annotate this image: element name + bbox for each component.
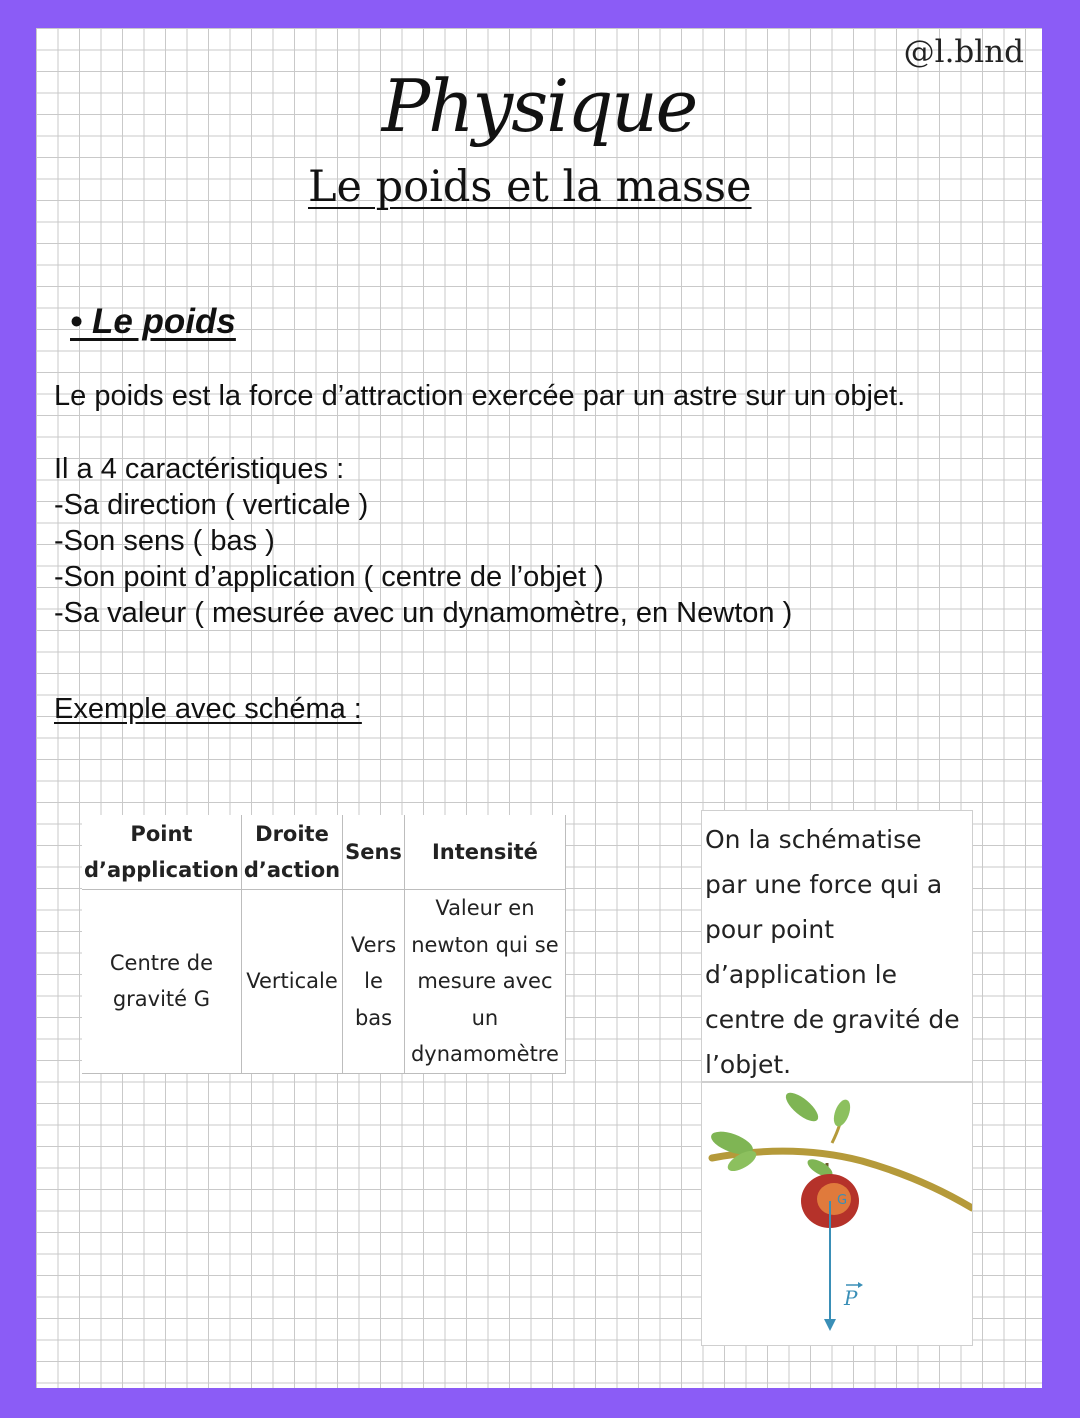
table-header: Intensité — [404, 815, 565, 890]
author-handle: @l.blnd — [903, 34, 1024, 70]
table-header-row — [82, 815, 565, 890]
apple-force-diagram — [701, 1082, 973, 1346]
characteristic-item: -Son sens ( bas ) — [54, 525, 275, 557]
page-title: Physique — [381, 64, 697, 148]
table-cell: Vers le bas — [343, 890, 405, 1074]
table-cell: Verticale — [241, 890, 342, 1074]
definition-text: Le poids est la force d’attraction exercée par un astre sur un objet. — [54, 380, 906, 412]
characteristic-item: -Sa direction ( verticale ) — [54, 489, 369, 521]
page-subtitle: Le poids et la masse — [308, 162, 752, 212]
leaf-icon — [782, 1088, 823, 1126]
grid-paper-page — [36, 28, 1042, 1388]
table-cell: Centre de gravité G — [82, 890, 241, 1074]
characteristic-item: -Son point d’application ( centre de l’objet ) — [54, 561, 604, 593]
vector-symbol-arrowhead — [858, 1282, 863, 1288]
characteristic-item: -Sa valeur ( mesurée avec un dynamomètre, en Newton ) — [54, 597, 793, 629]
table-header: Point d’application — [82, 815, 241, 890]
leaf-icon — [831, 1097, 854, 1128]
vector-p-label: P — [844, 1286, 858, 1310]
characteristics-intro: Il a 4 caractéristiques : — [54, 453, 345, 485]
table-row — [82, 890, 565, 1074]
table-header: Sens — [343, 815, 405, 890]
point-g-label: G — [837, 1193, 848, 1208]
characteristics-list — [54, 451, 792, 631]
section-heading: • Le poids — [70, 302, 236, 341]
force-characteristics-table — [82, 815, 566, 1074]
table-header: Droite d’action — [241, 815, 342, 890]
weight-vector-arrowhead — [824, 1319, 836, 1331]
table-cell: Valeur en newton qui se mesure avec un dynamomètre — [404, 890, 565, 1074]
example-label: Exemple avec schéma : — [54, 693, 362, 725]
explanation-note: On la schématise par une force qui a pour point d’application le centre de gravité de l’objet. — [701, 810, 973, 1082]
